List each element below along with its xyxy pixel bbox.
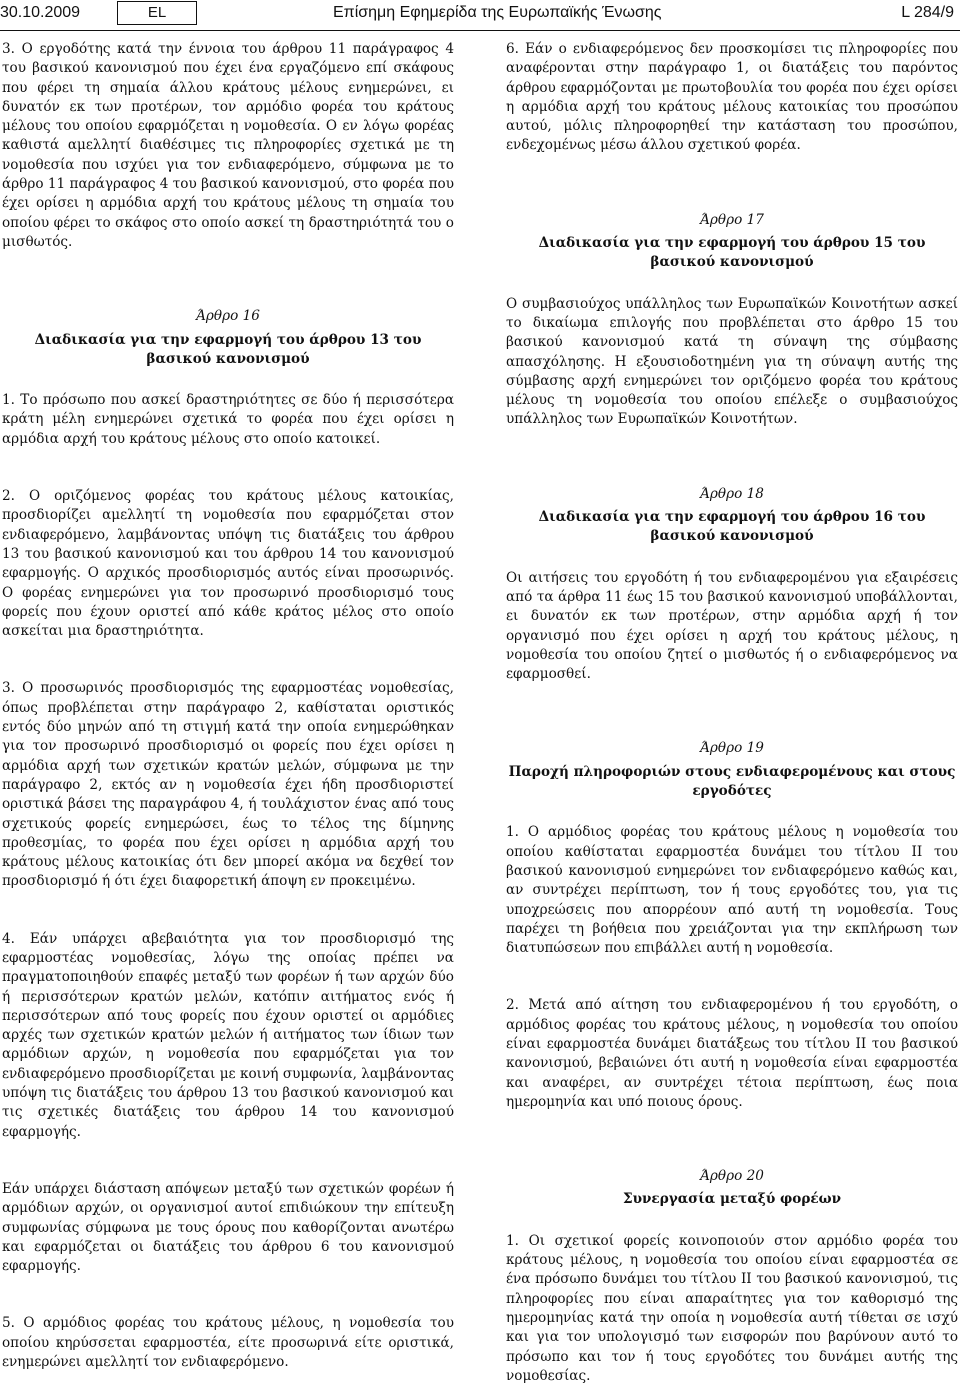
left-column <box>2 40 454 1372</box>
article-18-paragraph: Οι αιτήσεις του εργοδότη ή του ενδιαφερομένου για εξαιρέσεις από τα άρθρα 11 έως 15 του βασικού κανονισμού υποβάλλονται, ει δυνατόν εκ των προτέρων, στην αρμόδια αρχή ή τον οργανισμό που έχει ορίσει η αρχή του κράτους μέλους, η νομοθεσία του οποίου ζητεί ο μισθωτός ή ο ενδιαφερόμενος να εφαρμοσθεί. <box>506 569 958 683</box>
article-title: Διαδικασία για την εφαρμογή του άρθρου 15 του βασικού κανονισμού <box>538 235 926 271</box>
page-header <box>0 0 960 34</box>
article-number: Άρθρο 19 <box>700 740 764 757</box>
article-16-paragraph-2: 2. Ο οριζόμενος φορέας του κράτους μέλους κατοικίας, προσδιορίζει αμελλητί τη νομοθεσία που εφαρμόζεται στον ενδιαφερόμενο, λαμβάνοντας υπόψη τις διατάξεις του άρθρου 13 του βασικού κανονισμού και του άρθρου 14 του κανονισμού εφαρμογής. Ο αρχικός προσδιορισμός αυτός είναι προσωρινός. Ο φορέας ενημερώνει για τον προσωρινό προσδιορισμό τους φορείς που έχουν οριστεί από κάθε κράτος μέλος στο οποίο ασκείται μια δραστηριότητα. <box>2 488 454 640</box>
article-title: Διαδικασία για την εφαρμογή του άρθρου 16 του βασικού κανονισμού <box>538 509 926 545</box>
right-column <box>506 40 958 1386</box>
article-20-paragraph-1: 1. Οι σχετικοί φορείς κοινοποιούν στον αρμόδιο φορέα του κράτους μέλους, η νομοθεσία του οποίου είναι εφαρμοστέα σε ένα πρόσωπο δυνάμει του τίτλου II του βασικού κανονισμού, τις πληροφορίες που είναι απαραίτητες για τον καθορισμό της ημερομηνίας κατά την οποία η νομοθεσία αυτή τίθεται σε ισχύ και για τον υπολογισμό των εισφορών που βαρύνουν αυτό το πρόσωπο και τον ή τους εργοδότες του δυνάμει αυτής της νομοθεσίας. <box>506 1232 958 1384</box>
header-rule <box>0 30 960 31</box>
article-title: Διαδικασία για την εφαρμογή του άρθρου 13 του βασικού κανονισμού <box>34 331 422 367</box>
article-16-paragraph-4-subparagraph: Εάν υπάρχει διάσταση απόψεων μεταξύ των σχετικών φορέων ή αρμόδιων αρχών, οι οργανισμοί αυτοί επιδιώκουν την επίτευξη συμφωνίας σύμφωνα με τους όρους που καθορίζονται ανωτέρω και εφαρμόζεται οι διατάξεις του άρθρου 6 του κανονισμού εφαρμογής. <box>2 1180 454 1275</box>
article-number: Άρθρο 18 <box>700 485 764 502</box>
language-badge: EL <box>117 1 197 25</box>
article-19-paragraph-2: 2. Μετά από αίτηση του ενδιαφερομένου ή του εργοδότη, ο αρμόδιος φορέας του κράτους μέλους, η νομοθεσία του οποίου είναι εφαρμοστέα δυνάμει διατάξεως του τίτλου II του βασικού κανονισμού, βεβαιώνει ότι αυτή η νομοθεσία είναι εφαρμοστέα και αναφέρει, αν συντρέχει τέτοια περίπτωση, έως ποια ημερομηνία και υπό ποιους όρους. <box>506 997 958 1110</box>
article-number: Άρθρο 16 <box>196 308 260 325</box>
article-20-heading <box>506 1167 958 1210</box>
article-16-paragraph-5: 5. Ο αρμόδιος φορέας του κράτους μέλους, η νομοθεσία του οποίου κηρύσσεται εφαρμοστέα, είτε προσωρινά είτε οριστικά, ενημερώνει αμελλητί τον ενδιαφερόμενο. <box>2 1315 454 1371</box>
paragraph-6: 6. Εάν ο ενδιαφερόμενος δεν προσκομίσει τις πληροφορίες που αναφέρονται στην παράγραφο 1, οι διατάξεις του παρόντος άρθρου εφαρμόζονται με πρωτοβουλία του φορέα που έχει ορίσει η αρμόδια αρχή του κράτους μέλους κατοικίας του προσώπου αυτού, μόλις πληροφορηθεί την κατάσταση του προσώπου, ενδεχομένως μέσω άλλου σχετικού φορέα. <box>506 41 958 154</box>
article-16-heading <box>2 307 454 369</box>
article-19-paragraph-1: 1. Ο αρμόδιος φορέας του κράτους μέλους η νομοθεσία του οποίου καθίσταται εφαρμοστέα δυνάμει του τίτλου II του βασικού κανονισμού ενημερώνει τον ενδιαφερόμενο καθώς και, αν συντρέχει περίπτωση, τον ή τους εργοδότες του, για τις υποχρεώσεις που απορρέουν από αυτή τη νομοθεσία. Τους παρέχει τη βοήθεια που χρειάζονται για την εκπλήρωση των διατυπώσεων που επιβάλλει αυτή η νομοθεσία. <box>506 824 958 957</box>
article-number: Άρθρο 17 <box>700 211 764 228</box>
journal-title: Επίσημη Εφημερίδα της Ευρωπαϊκής Ένωσης <box>333 4 662 21</box>
paragraph-3: 3. Ο εργοδότης κατά την έννοια του άρθρου 11 παράγραφος 4 του βασικού κανονισμού που έχει ένα εργαζόμενο επί σκάφους που φέρει τη σημαία άλλου κράτους μέλους ενημερώνει, ει δυνατόν εκ των προτέρων, τον αρμόδιο φορέα του κράτους μέλους του οποίου εφαρμόζεται η νομοθεσία. Ο εν λόγω φορέας καθιστά αμελλητί διαθέσιμες τις πληροφορίες σχετικά με τη νομοθεσία που ισχύει για τον ενδιαφερόμενο, σύμφωνα με το άρθρο 11 παράγραφος 4 του βασικού κανονισμού, στο φορέα που έχει ορίσει η αρμόδια αρχή του κράτους μέλους τη σημαία του οποίου φέρει το σκάφος στο οποίο ασκεί τη δραστηριότητά του ο μισθωτός. <box>2 41 454 250</box>
publication-date: 30.10.2009 <box>0 4 81 21</box>
article-17-paragraph: Ο συμβασιούχος υπάλληλος των Ευρωπαϊκών Κοινοτήτων ασκεί το δικαίωμα επιλογής που προβλέπεται στο άρθρο 15 του βασικού κανονισμού κατά τη σύναψη της σύμβασης απασχόλησης. Η εξουσιοδοτημένη για τη σύναψη αυτής της σύμβασης αρχή ενημερώνει τον οριζόμενο φορέα του κράτους μέλους τη νομοθεσία του οποίου επέλεξε ο συμβασιούχος υπάλληλος των Ευρωπαϊκών Κοινοτήτων. <box>506 295 958 428</box>
article-16-paragraph-4: 4. Εάν υπάρχει αβεβαιότητα για τον προσδιορισμό της εφαρμοστέας νομοθεσίας, λόγω της οποίας πρέπει να πραγματοποιηθούν επαφές μεταξύ των φορέων ή των αρχών δύο ή περισσότερων κρατών μελών, κατόπιν αιτήματος ενός ή περισσότερων από τους φορείς που έχουν οριστεί οι αρμόδιες αρχές των σχετικών κρατών μελών ή αιτήματος των ίδιων των αρμόδιων αρχών, η νομοθεσία που εφαρμόζεται για τον ενδιαφερόμενο προσδιορίζεται με κοινή συμφωνία, λαμβάνοντας υπόψη τις διατάξεις του άρθρου 13 του βασικού κανονισμού και τις σχετικές διατάξεις του άρθρου 14 του κανονισμού εφαρμογής. <box>2 930 454 1140</box>
article-title: Παροχή πληροφοριών στους ενδιαφερομένους και στους εργοδότες <box>508 763 956 800</box>
article-17-heading <box>506 211 958 273</box>
article-18-heading <box>506 485 958 547</box>
article-number: Άρθρο 20 <box>700 1168 764 1185</box>
page-number: L 284/9 <box>901 4 954 21</box>
article-title: Συνεργασία μεταξύ φορέων <box>622 1191 842 1208</box>
article-16-paragraph-1: 1. Το πρόσωπο που ασκεί δραστηριότητες σε δύο ή περισσότερα κράτη μέλη ενημερώνει σχετικά το φορέα που έχει ορίσει η αρμόδια αρχή του κράτους μέλους στο οποίο κατοικεί. <box>2 392 454 447</box>
article-19-heading <box>506 739 958 801</box>
article-16-paragraph-3: 3. Ο προσωρινός προσδιορισμός της εφαρμοστέας νομοθεσίας, όπως προβλέπεται στην παράγραφο 2, καθίσταται οριστικός εντός δύο μηνών από τη στιγμή κατά την οποία ενημερώθηκαν για τον προσωρινό προσδιορισμό οι φορείς που έχει ορίσει η αρμόδια αρχή των σχετικών κρατών μελών, σύμφωνα με την παράγραφο 2, εκτός αν η νομοθεσία έχει ήδη προσδιοριστεί οριστικά βάσει της παραγράφου 4, ή τουλάχιστον ένας από τους σχετικούς φορείς ενημερώσει, έως το τέλος της δίμηνης προθεσμίας, το φορέα που έχει ορίσει η αρμόδια αρχή του κράτους μέλους κατοικίας ότι δεν μπορεί ακόμα να δεχθεί τον προσδιορισμό ή ότι έχει διαφορετική άποψη εν προκειμένω. <box>2 680 454 890</box>
